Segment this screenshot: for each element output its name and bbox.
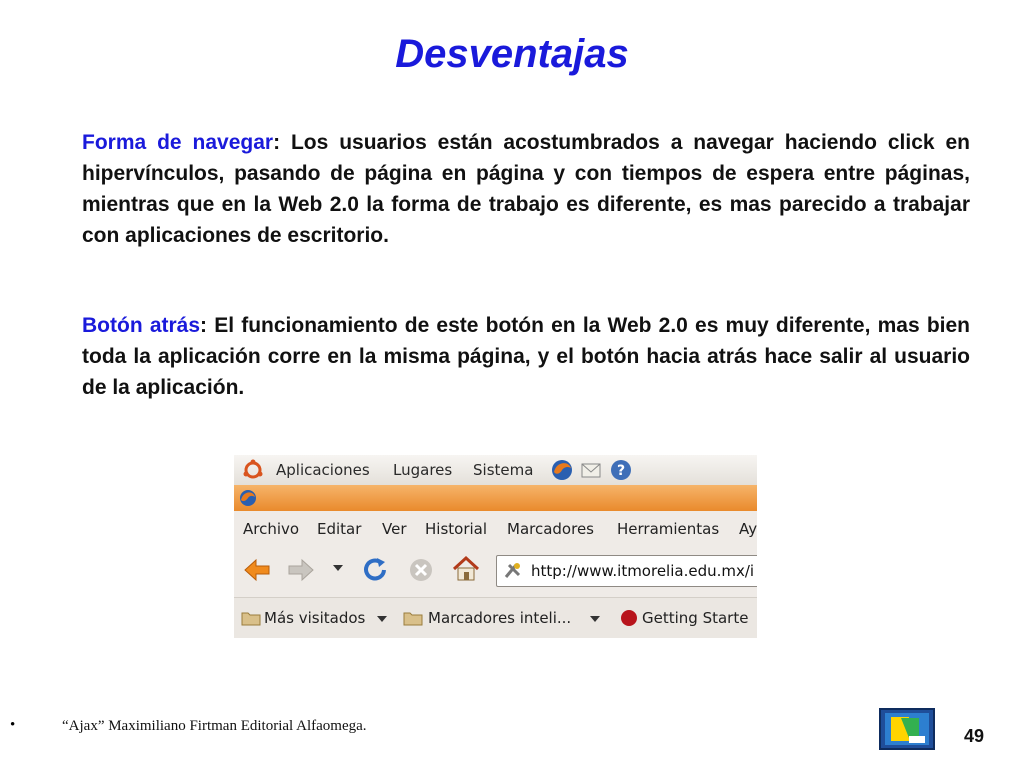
address-bar: [496, 555, 757, 587]
reload-icon: [360, 555, 390, 585]
gnome-panel: [234, 455, 757, 486]
paragraph-keyword: Forma de navegar: [82, 131, 274, 154]
menu-editar: Editar: [317, 520, 362, 538]
menu-bar: [234, 511, 757, 549]
firefox-icon: [550, 458, 574, 482]
stop-icon: [406, 555, 436, 585]
gnome-menu-applications: Aplicaciones: [276, 461, 370, 479]
footer-citation: “Ajax” Maximiliano Firtman Editorial Alfaomega.: [62, 718, 367, 734]
menu-historial: Historial: [425, 520, 488, 538]
paragraph-keyword: Botón atrás: [82, 314, 201, 337]
firefox-small-icon: [238, 488, 258, 508]
help-icon: [609, 458, 633, 482]
footer-bullet: •: [10, 717, 16, 733]
back-arrow-icon: [242, 557, 272, 583]
bookmark-most-visited: Más visitados: [264, 609, 366, 627]
institution-logo-icon: [879, 708, 935, 750]
ubuntu-logo-icon: [242, 459, 264, 481]
dropdown-arrow-icon: [376, 615, 388, 623]
getting-started-bookmark-icon: [618, 607, 640, 629]
browser-screenshot-image: [234, 455, 757, 638]
gnome-menu-places: Lugares: [393, 461, 453, 479]
menu-herramientas: Herramientas: [617, 520, 720, 538]
window-titlebar: [234, 485, 757, 511]
dropdown-arrow-icon: [589, 615, 601, 623]
address-url: http://www.itmorelia.edu.mx/i: [531, 562, 755, 580]
menu-archivo: Archivo: [243, 520, 300, 538]
menu-marcadores: Marcadores: [507, 520, 594, 538]
site-favicon-icon: [503, 561, 523, 581]
navigation-toolbar: [234, 549, 757, 593]
mail-icon: [580, 460, 602, 480]
forward-arrow-icon: [286, 557, 316, 583]
menu-ver: Ver: [382, 520, 407, 538]
menu-ayuda: Ay: [739, 520, 757, 538]
gnome-menu-system: Sistema: [473, 461, 534, 479]
paragraph-boton-atras: [82, 310, 970, 403]
history-dropdown-icon: [332, 563, 344, 573]
bookmark-getting-started: Getting Starte: [642, 609, 749, 627]
folder-icon: [402, 608, 424, 628]
bookmarks-toolbar: [234, 597, 757, 638]
folder-icon: [240, 608, 262, 628]
bookmark-smart-bookmarks: Marcadores inteli...: [428, 609, 572, 627]
home-icon: [450, 554, 482, 584]
slide-title: Desventajas: [395, 32, 629, 76]
paragraph-text: : El funcionamiento de este botón en la Web 2.0 es muy diferente, mas bien toda la aplicación corre en la misma página, y el botón hacia atrás hace salir al usuario de la aplicación.: [82, 314, 970, 399]
page-number: 49: [964, 726, 985, 746]
svg-text:?: ?: [616, 463, 626, 479]
paragraph-text: : Los usuarios están acostumbrados a navegar haciendo click en hipervínculos, pasando de página en página y con tiempos de espera entre páginas, mientras que en la Web 2.0 la forma de trabajo es diferente, es mas parecido a trabajar con aplicaciones de escritorio.: [82, 131, 970, 247]
paragraph-forma-de-navegar: [82, 127, 970, 251]
